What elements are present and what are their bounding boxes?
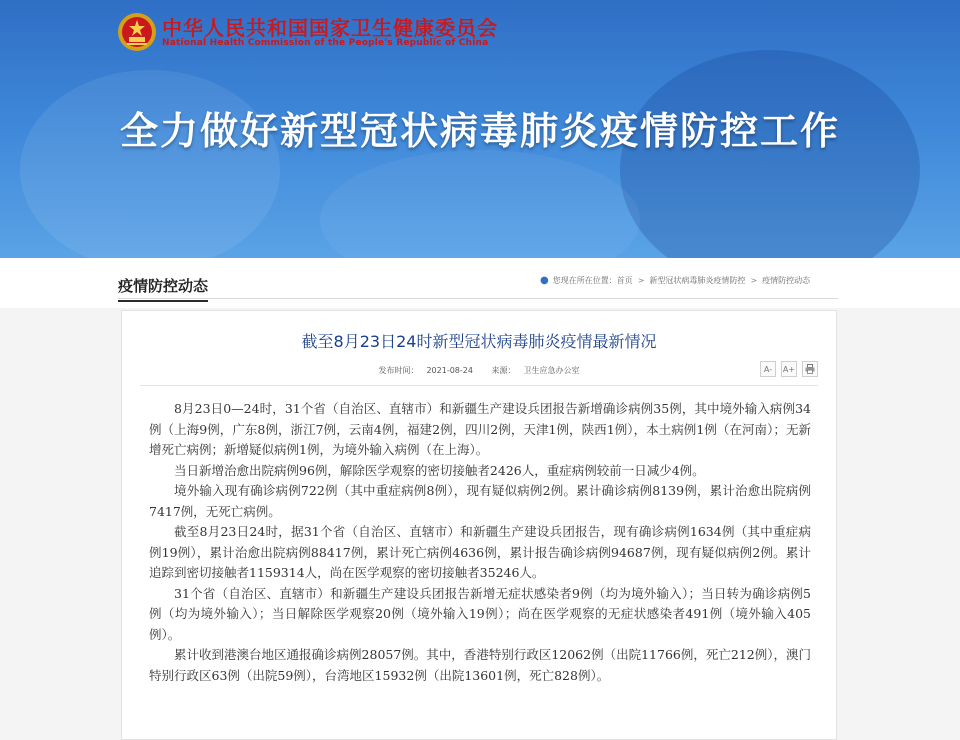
article-meta xyxy=(122,365,836,376)
map-pin-icon: ● xyxy=(540,275,549,286)
paragraph: 当日新增治愈出院病例96例，解除医学观察的密切接触者2426人，重症病例较前一日减少4例。 xyxy=(174,462,705,478)
org-name-cn[interactable]: 中华人民共和国国家卫生健康委员会 xyxy=(162,16,498,40)
breadcrumb-home[interactable]: 首页 xyxy=(616,276,633,285)
paragraph: 31个省（自治区、直辖市）和新疆生产建设兵团报告新增无症状感染者9例（均为境外输入）；当日转为确诊病例5例（均为境外输入）；当日解除医学观察20例（境外输入19例）；尚在医学观察的无症状感染者491例（境外输入405例）。 xyxy=(149,585,811,642)
section-bar xyxy=(0,258,960,308)
print-button[interactable] xyxy=(802,361,818,377)
breadcrumb-current[interactable]: 疫情防控动态 xyxy=(762,276,811,285)
article-panel xyxy=(121,310,837,740)
paragraph: 累计收到港澳台地区通报确诊病例28057例。其中，香港特别行政区12062例（出院11766例，死亡212例），澳门特别行政区63例（出院59例），台湾地区15932例（出院13601例，死亡828例）。 xyxy=(149,647,811,683)
breadcrumb-label: 您现在所在位置： xyxy=(552,276,617,285)
org-name-en[interactable]: National Health Commission of the People's Republic of China xyxy=(162,38,489,48)
national-emblem-icon[interactable] xyxy=(117,12,157,52)
article-body xyxy=(149,399,811,686)
breadcrumb-separator: > xyxy=(750,276,758,285)
source: 卫生应急办公室 xyxy=(523,366,580,375)
paragraph: 境外输入现有确诊病例722例（其中重症病例8例），现有疑似病例2例。累计确诊病例8139例，累计治愈出院病例7417例，无死亡病例。 xyxy=(149,483,811,519)
banner-decoration xyxy=(320,150,640,258)
paragraph: 8月23日0—24时，31个省（自治区、直辖市）和新疆生产建设兵团报告新增确诊病例35例，其中境外输入病例34例（上海9例，广东8例，浙江7例，云南4例，福建2例，四川2例，天津1例，陕西1例），本土病例1例（在河南）；无新增死亡病例；新增疑似病例1例，为境外输入病例（在上海）。 xyxy=(149,401,811,457)
publish-date: 2021-08-24 xyxy=(426,366,473,375)
breadcrumb xyxy=(540,275,810,286)
paragraph: 截至8月23日24时，据31个省（自治区、直辖市）和新疆生产建设兵团报告，现有确诊病例1634例（其中重症病例19例），累计治愈出院病例88417例，累计死亡病例4636例，累计报告确诊病例94687例，现有疑似病例2例。累计追踪到密切接触者1159314人，尚在医学观察的密切接触者35246人。 xyxy=(149,524,811,580)
publish-label: 发布时间： xyxy=(378,366,419,375)
header-banner xyxy=(0,0,960,258)
breadcrumb-covid[interactable]: 新型冠状病毒肺炎疫情防控 xyxy=(649,276,746,285)
section-title[interactable]: 疫情防控动态 xyxy=(118,275,208,302)
banner-title: 全力做好新型冠状病毒肺炎疫情防控工作 xyxy=(119,109,840,153)
font-smaller-button[interactable]: A- xyxy=(760,361,776,377)
article-tools xyxy=(760,361,818,377)
breadcrumb-separator: > xyxy=(637,276,645,285)
source-label: 来源： xyxy=(491,366,516,375)
banner-decoration xyxy=(20,70,280,258)
divider xyxy=(118,298,838,299)
divider xyxy=(140,385,818,386)
article-title: 截至8月23日24时新型冠状病毒肺炎疫情最新情况 xyxy=(301,332,657,351)
font-larger-button[interactable]: A+ xyxy=(781,361,797,377)
print-icon xyxy=(805,364,815,374)
